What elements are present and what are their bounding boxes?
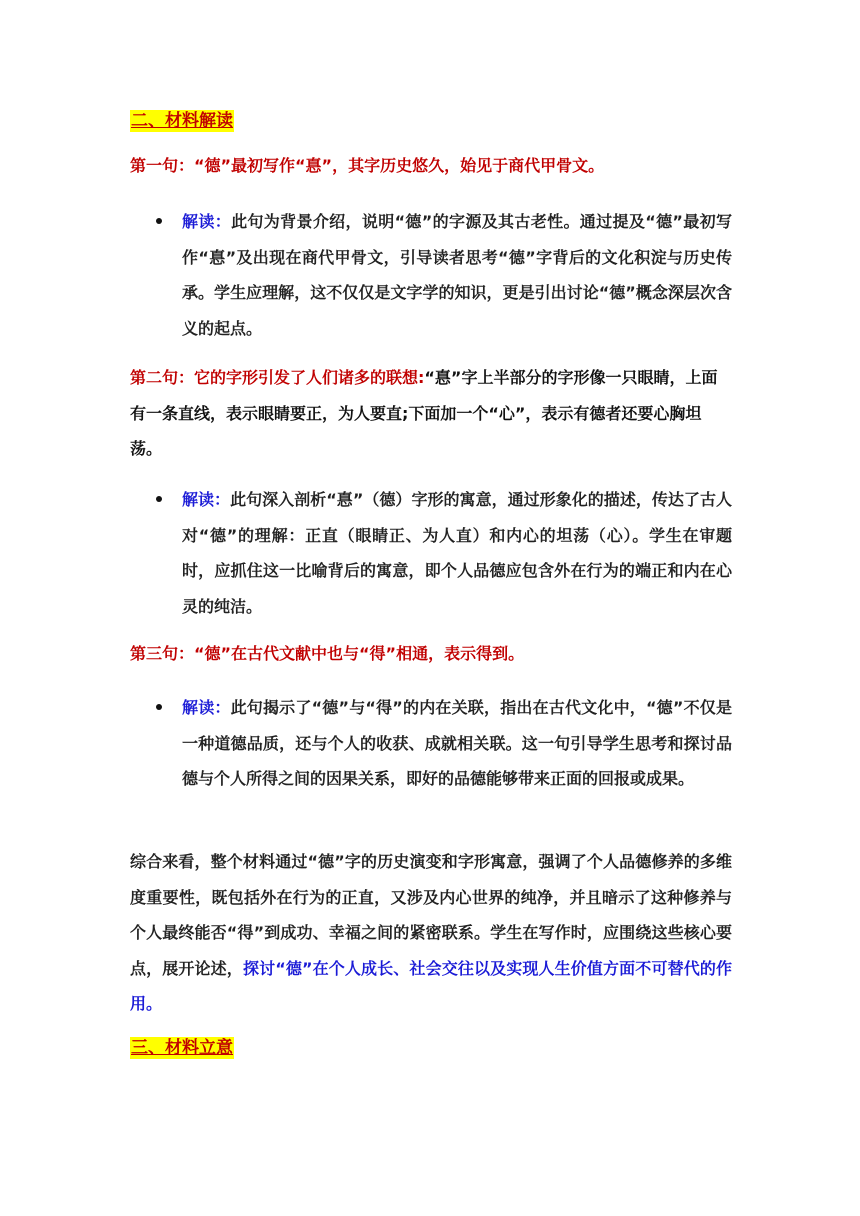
sentence-2-title: 第二句：它的字形引发了人们诸多的联想: <box>130 368 425 387</box>
interpretation-3 <box>182 690 732 797</box>
interpretation-text: 此句揭示了“德”与“得”的内在关联，指出在古代文化中，“德”不仅是一种道德品质，还与个人的收获、成就相关联。这一句引导学生思考和探讨品德与个人所得之间的因果关系，即好的品德能够带来正面的回报或成果。 <box>182 698 732 788</box>
summary-text: 综合来看，整个材料通过“德”字的历史演变和字形寓意，强调了个人品德修养的多维度重要性，既包括外在行为的正直，又涉及内心世界的纯净，并且暗示了这种修养与个人最终能否“得”到成功、幸福之间的紧密联系。学生在写作时，应围绕这些核心要点，展开论述， <box>130 852 732 978</box>
section-heading-material-intent: 三、材料立意 <box>131 1038 233 1058</box>
interpretation-2 <box>182 482 732 624</box>
sentence-1-title: 第一句：“德”最初写作“惪”，其字历史悠久，始见于商代甲骨文。 <box>130 156 605 175</box>
summary-highlight: 探讨“德”在个人成长、社会交往以及实现人生价值方面不可替代的作用。 <box>130 958 732 1013</box>
summary-paragraph <box>130 844 732 1022</box>
bullet-dot-icon <box>156 704 162 710</box>
interpretation-label: 解读： <box>182 490 231 509</box>
interpretation-label: 解读： <box>182 212 232 231</box>
bullet-dot-icon <box>156 496 162 502</box>
interpretation-text: 此句为背景介绍，说明“德”的字源及其古老性。通过提及“德”最初写作“惪”及出现在商代甲骨文，引导读者思考“德”字背后的文化积淀与历史传承。学生应理解，这不仅仅是文字学的知识，更是引出讨论“德”概念深层次含义的起点。 <box>182 212 732 338</box>
section-heading-material-reading: 二、材料解读 <box>131 111 233 131</box>
interpretation-label: 解读： <box>182 698 231 717</box>
sentence-2-body: “惪”字上半部分的字形像一只眼睛，上面有一条直线，表示眼睛要正，为人要直;下面加一个“心”，表示有德者还要心胸坦荡。 <box>130 368 718 458</box>
sentence-3-title: 第三句：“德”在古代文献中也与“得”相通，表示得到。 <box>130 644 525 663</box>
bullet-dot-icon <box>156 218 162 224</box>
interpretation-text: 此句深入剖析“惪”（德）字形的寓意，通过形象化的描述，传达了古人对“德”的理解：正直（眼睛正、为人直）和内心的坦荡（心）。学生在审题时，应抓住这一比喻背后的寓意，即个人品德应包含外在行为的端正和内在心灵的纯洁。 <box>182 490 732 616</box>
sentence-2 <box>130 360 732 467</box>
interpretation-1 <box>182 204 732 346</box>
